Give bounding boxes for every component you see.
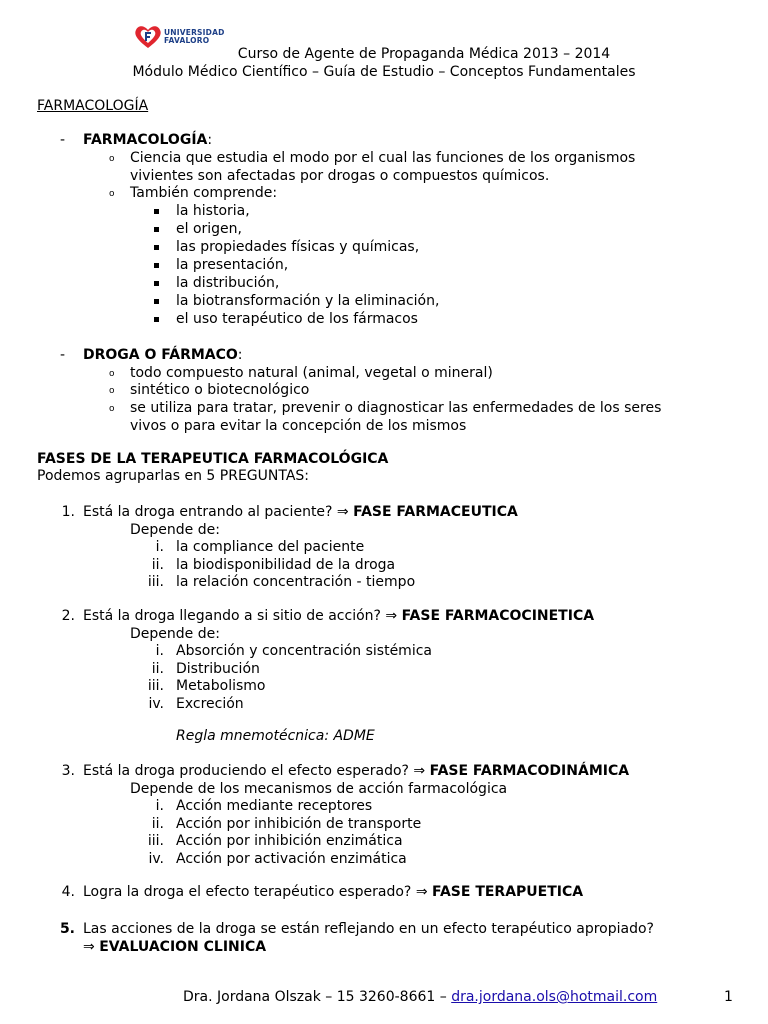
square-bullet	[154, 209, 159, 214]
circle-bullet: o	[109, 189, 115, 199]
square-bullet	[154, 299, 159, 304]
roman-numeral: i.	[155, 539, 164, 555]
roman-numeral: i.	[155, 643, 164, 659]
roman-numeral: ii.	[151, 660, 164, 677]
droga-item: todo compuesto natural (animal, vegetal o mineral)	[130, 365, 493, 381]
list-item: el uso terapéutico de los fármacos	[176, 311, 418, 327]
roman-numeral: iv.	[148, 850, 164, 867]
list-item: Absorción y concentración sistémica	[176, 643, 432, 659]
list-item: la historia,	[176, 203, 250, 219]
list-item: el origen,	[176, 221, 242, 237]
roman-numeral: ii.	[151, 815, 164, 832]
question-4: Logra la droga el efecto terapéutico esperado? ⇒ FASE TERAPUETICA	[83, 884, 584, 900]
list-item: Acción por inhibición de transporte	[176, 815, 422, 832]
circle-bullet: o	[109, 154, 115, 164]
term-droga: DROGA O FÁRMACO:	[83, 347, 243, 363]
question-5-phase: ⇒ EVALUACION CLINICA	[83, 939, 267, 955]
list-item: las propiedades físicas y químicas,	[176, 239, 420, 255]
dash-bullet: -	[60, 132, 66, 148]
roman-numeral: ii.	[151, 556, 164, 573]
depends-label: Depende de:	[130, 522, 220, 538]
roman-numeral: i.	[155, 798, 164, 814]
question-number: 5.	[59, 921, 75, 937]
list-item: la biodisponibilidad de la droga	[176, 556, 396, 573]
section-intro: Podemos agruparlas en 5 PREGUNTAS:	[37, 468, 310, 484]
square-bullet	[154, 245, 159, 250]
circle-bullet: o	[109, 404, 115, 414]
droga-item: sintético o biotecnológico	[130, 382, 310, 398]
definition-line: vivientes son afectadas por drogas o compuestos químicos.	[130, 168, 550, 184]
list-item: Excreción	[176, 695, 244, 712]
roman-numeral: iii.	[147, 833, 164, 849]
definition-line: Ciencia que estudia el modo por el cual las funciones de los organismos	[130, 150, 636, 166]
page-number: 1	[724, 989, 733, 1005]
droga-item: vivos o para evitar la concepción de los mismos	[130, 418, 467, 434]
roman-numeral: iv.	[148, 695, 164, 712]
list-item: Metabolismo	[176, 678, 266, 694]
question-number: 4.	[61, 884, 75, 900]
droga-item: se utiliza para tratar, prevenir o diagnosticar las enfermedades de los seres	[130, 400, 662, 416]
list-item: la distribución,	[176, 275, 280, 291]
module-title: Módulo Médico Científico – Guía de Estudio – Conceptos Fundamentales	[132, 64, 636, 80]
square-bullet	[154, 317, 159, 322]
course-title: Curso de Agente de Propaganda Médica 2013 – 2014	[237, 46, 611, 62]
list-item: Acción mediante receptores	[176, 798, 373, 814]
circle-bullet: o	[109, 386, 115, 396]
mnemonic-rule: Regla mnemotécnica: ADME	[176, 728, 375, 744]
term-farmacologia: FARMACOLOGÍA:	[83, 132, 213, 148]
question-number: 3.	[61, 763, 75, 779]
question-2: Está la droga llegando a si sitio de acción? ⇒ FASE FARMACOCINETICA	[83, 608, 595, 624]
depends-label: Depende de los mecanismos de acción farmacológica	[130, 781, 508, 797]
question-1: Está la droga entrando al paciente? ⇒ FASE FARMACEUTICA	[83, 504, 518, 520]
footer	[183, 988, 657, 1006]
footer-author: Dra. Jordana Olszak – 15 3260-8661 –	[183, 989, 452, 1005]
question-number: 1.	[61, 504, 75, 520]
square-bullet	[154, 227, 159, 232]
dash-bullet: -	[60, 347, 66, 363]
list-item: Acción por inhibición enzimática	[176, 833, 403, 849]
section-title-fases: FASES DE LA TERAPEUTICA FARMACOLÓGICA	[37, 451, 389, 467]
list-item: la compliance del paciente	[176, 539, 365, 555]
question-3: Está la droga produciendo el efecto esperado? ⇒ FASE FARMACODINÁMICA	[83, 763, 630, 779]
list-item: la presentación,	[176, 257, 289, 273]
section-title-farmacologia: FARMACOLOGÍA	[37, 98, 149, 114]
list-item: la biotransformación y la eliminación,	[176, 293, 440, 309]
circle-bullet: o	[109, 369, 115, 379]
roman-numeral: iii.	[147, 678, 164, 694]
question-5: Las acciones de la droga se están reflejando en un efecto terapéutico apropiado?	[83, 921, 654, 937]
roman-numeral: iii.	[147, 574, 164, 590]
question-number: 2.	[61, 608, 75, 624]
includes-label: También comprende:	[130, 185, 278, 201]
depends-label: Depende de:	[130, 626, 220, 642]
list-item: Distribución	[176, 660, 260, 677]
list-item: Acción por activación enzimática	[176, 850, 407, 867]
square-bullet	[154, 263, 159, 268]
list-item: la relación concentración - tiempo	[176, 574, 416, 590]
footer-email-link[interactable]: dra.jordana.ols@hotmail.com	[451, 989, 658, 1005]
square-bullet	[154, 281, 159, 286]
logo-text: UNIVERSIDAD FAVALORO	[164, 28, 225, 45]
